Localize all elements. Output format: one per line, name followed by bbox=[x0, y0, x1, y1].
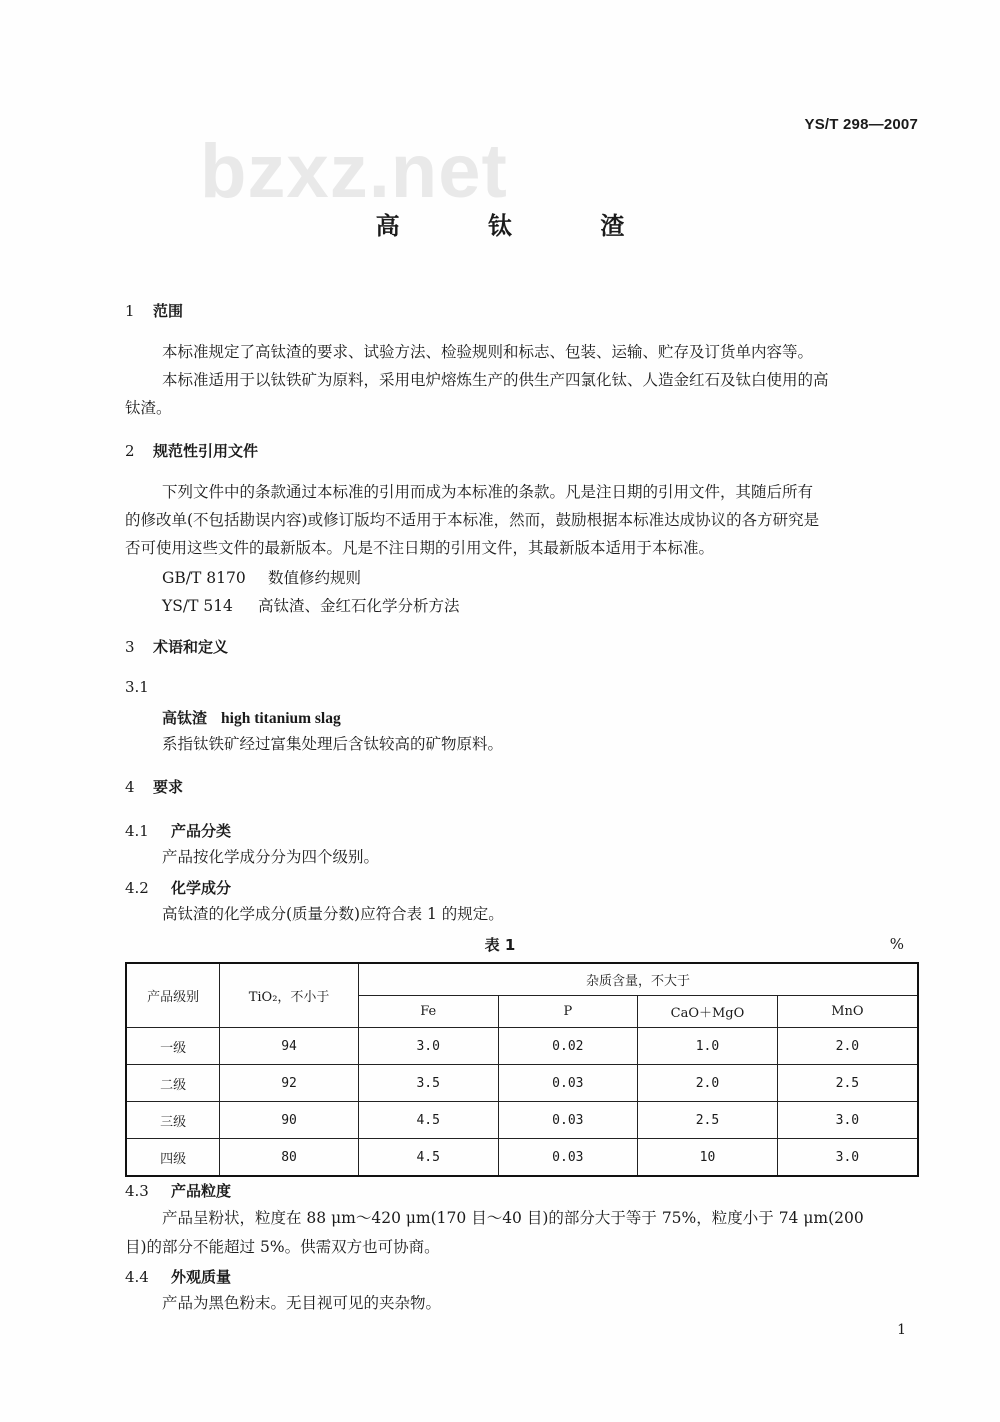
subsection-number: 4.3 bbox=[125, 1182, 149, 1200]
paragraph: 钛渣。 bbox=[125, 399, 172, 417]
header-impurity: 杂质含量，不大于 bbox=[358, 963, 918, 996]
paragraph: 高钛渣的化学成分(质量分数)应符合表 1 的规定。 bbox=[162, 905, 504, 923]
section-number: 4 bbox=[125, 778, 135, 796]
cell-cao-mgo: 1.0 bbox=[638, 1028, 778, 1065]
standard-code: YS/T 298—2007 bbox=[804, 116, 918, 133]
cell-tio2: 94 bbox=[220, 1028, 359, 1065]
paragraph: 本标准规定了高钛渣的要求、试验方法、检验规则和标志、包装、运输、贮存及订货单内容等。 bbox=[162, 343, 814, 361]
cell-fe: 4.5 bbox=[358, 1102, 498, 1139]
cell-grade: 三级 bbox=[126, 1102, 220, 1139]
paragraph: 产品按化学成分分为四个级别。 bbox=[162, 848, 380, 866]
cell-cao-mgo: 10 bbox=[638, 1139, 778, 1177]
subsection-4-1-heading bbox=[125, 820, 231, 841]
cell-cao-mgo: 2.5 bbox=[638, 1102, 778, 1139]
subsection-number: 4.2 bbox=[125, 879, 149, 897]
section-1-heading bbox=[125, 300, 183, 321]
section-number: 1 bbox=[125, 302, 135, 320]
subsection-title: 产品粒度 bbox=[171, 1182, 232, 1200]
reference-title: 高钛渣、金红石化学分析方法 bbox=[258, 597, 460, 615]
chemical-composition-table bbox=[125, 962, 919, 1177]
subsection-title: 产品分类 bbox=[171, 822, 232, 840]
paragraph: 下列文件中的条款通过本标准的引用而成为本标准的条款。凡是注日期的引用文件，其随后所有 bbox=[162, 483, 814, 501]
paragraph: 目)的部分不能超过 5%。供需双方也可协商。 bbox=[125, 1238, 440, 1256]
subsection-number: 3.1 bbox=[125, 678, 149, 696]
reference-code: YS/T 514 bbox=[162, 597, 233, 615]
cell-p: 0.03 bbox=[498, 1102, 638, 1139]
paragraph: 产品为黑色粉末。无目视可见的夹杂物。 bbox=[162, 1294, 442, 1312]
paragraph: 否可使用这些文件的最新版本。凡是不注日期的引用文件，其最新版本适用于本标准。 bbox=[125, 539, 715, 557]
section-2-heading bbox=[125, 440, 258, 461]
section-number: 3 bbox=[125, 638, 135, 656]
cell-fe: 3.5 bbox=[358, 1065, 498, 1102]
table-unit: % bbox=[889, 935, 904, 953]
cell-p: 0.03 bbox=[498, 1065, 638, 1102]
cell-cao-mgo: 2.0 bbox=[638, 1065, 778, 1102]
page-number: 1 bbox=[897, 1322, 906, 1338]
cell-tio2: 80 bbox=[220, 1139, 359, 1177]
section-title: 要求 bbox=[153, 778, 184, 796]
section-title: 范围 bbox=[153, 302, 184, 320]
cell-grade: 四级 bbox=[126, 1139, 220, 1177]
header-mno: MnO bbox=[777, 996, 918, 1028]
cell-fe: 3.0 bbox=[358, 1028, 498, 1065]
subsection-4-4-heading bbox=[125, 1266, 231, 1287]
cell-grade: 一级 bbox=[126, 1028, 220, 1065]
header-p: P bbox=[498, 996, 638, 1028]
cell-grade: 二级 bbox=[126, 1065, 220, 1102]
section-title: 术语和定义 bbox=[153, 638, 229, 656]
table-row bbox=[126, 1139, 918, 1177]
subsection-4-2-heading bbox=[125, 877, 231, 898]
subsection-4-3-heading bbox=[125, 1180, 231, 1201]
cell-mno: 3.0 bbox=[777, 1139, 918, 1177]
paragraph: 本标准适用于以钛铁矿为原料，采用电炉熔炼生产的供生产四氯化钛、人造金红石及钛白使用的高 bbox=[162, 371, 829, 389]
cell-tio2: 92 bbox=[220, 1065, 359, 1102]
section-4-heading bbox=[125, 776, 183, 797]
header-fe: Fe bbox=[358, 996, 498, 1028]
section-3-heading bbox=[125, 636, 228, 657]
cell-fe: 4.5 bbox=[358, 1139, 498, 1177]
subsection-number: 4.1 bbox=[125, 822, 149, 840]
cell-mno: 2.5 bbox=[777, 1065, 918, 1102]
paragraph: 产品呈粉状，粒度在 88 μm～420 μm(170 目～40 目)的部分大于等于 75%，粒度小于 74 μm(200 bbox=[162, 1209, 864, 1227]
cell-p: 0.03 bbox=[498, 1139, 638, 1177]
section-title: 规范性引用文件 bbox=[153, 442, 259, 460]
section-number: 2 bbox=[125, 442, 135, 460]
table-row bbox=[126, 1028, 918, 1065]
table-row bbox=[126, 1065, 918, 1102]
document-title: 高 钛 渣 bbox=[375, 212, 665, 240]
table-row bbox=[126, 1102, 918, 1139]
subsection-number: 4.4 bbox=[125, 1268, 149, 1286]
reference-title: 数值修约规则 bbox=[268, 569, 362, 587]
term-definition: 系指钛铁矿经过富集处理后含钛较高的矿物原料。 bbox=[162, 735, 504, 753]
header-cao-mgo: CaO＋MgO bbox=[638, 996, 778, 1028]
term-entry bbox=[162, 707, 341, 728]
paragraph: 的修改单(不包括勘误内容)或修订版均不适用于本标准，然而，鼓励根据本标准达成协议的各方研究是 bbox=[125, 511, 820, 529]
normative-reference bbox=[162, 594, 460, 616]
reference-code: GB/T 8170 bbox=[162, 569, 246, 587]
cell-mno: 3.0 bbox=[777, 1102, 918, 1139]
cell-mno: 2.0 bbox=[777, 1028, 918, 1065]
table-caption: 表 1 bbox=[484, 936, 516, 954]
normative-reference bbox=[162, 566, 361, 588]
term-chinese: 高钛渣 bbox=[162, 709, 208, 727]
watermark: bzxz.net bbox=[200, 129, 508, 214]
term-english: high titanium slag bbox=[221, 710, 341, 727]
subsection-title: 外观质量 bbox=[171, 1268, 232, 1286]
header-grade: 产品级别 bbox=[126, 963, 220, 1028]
cell-tio2: 90 bbox=[220, 1102, 359, 1139]
cell-p: 0.02 bbox=[498, 1028, 638, 1065]
subsection-title: 化学成分 bbox=[171, 879, 232, 897]
header-tio2: TiO₂，不小于 bbox=[220, 963, 359, 1028]
